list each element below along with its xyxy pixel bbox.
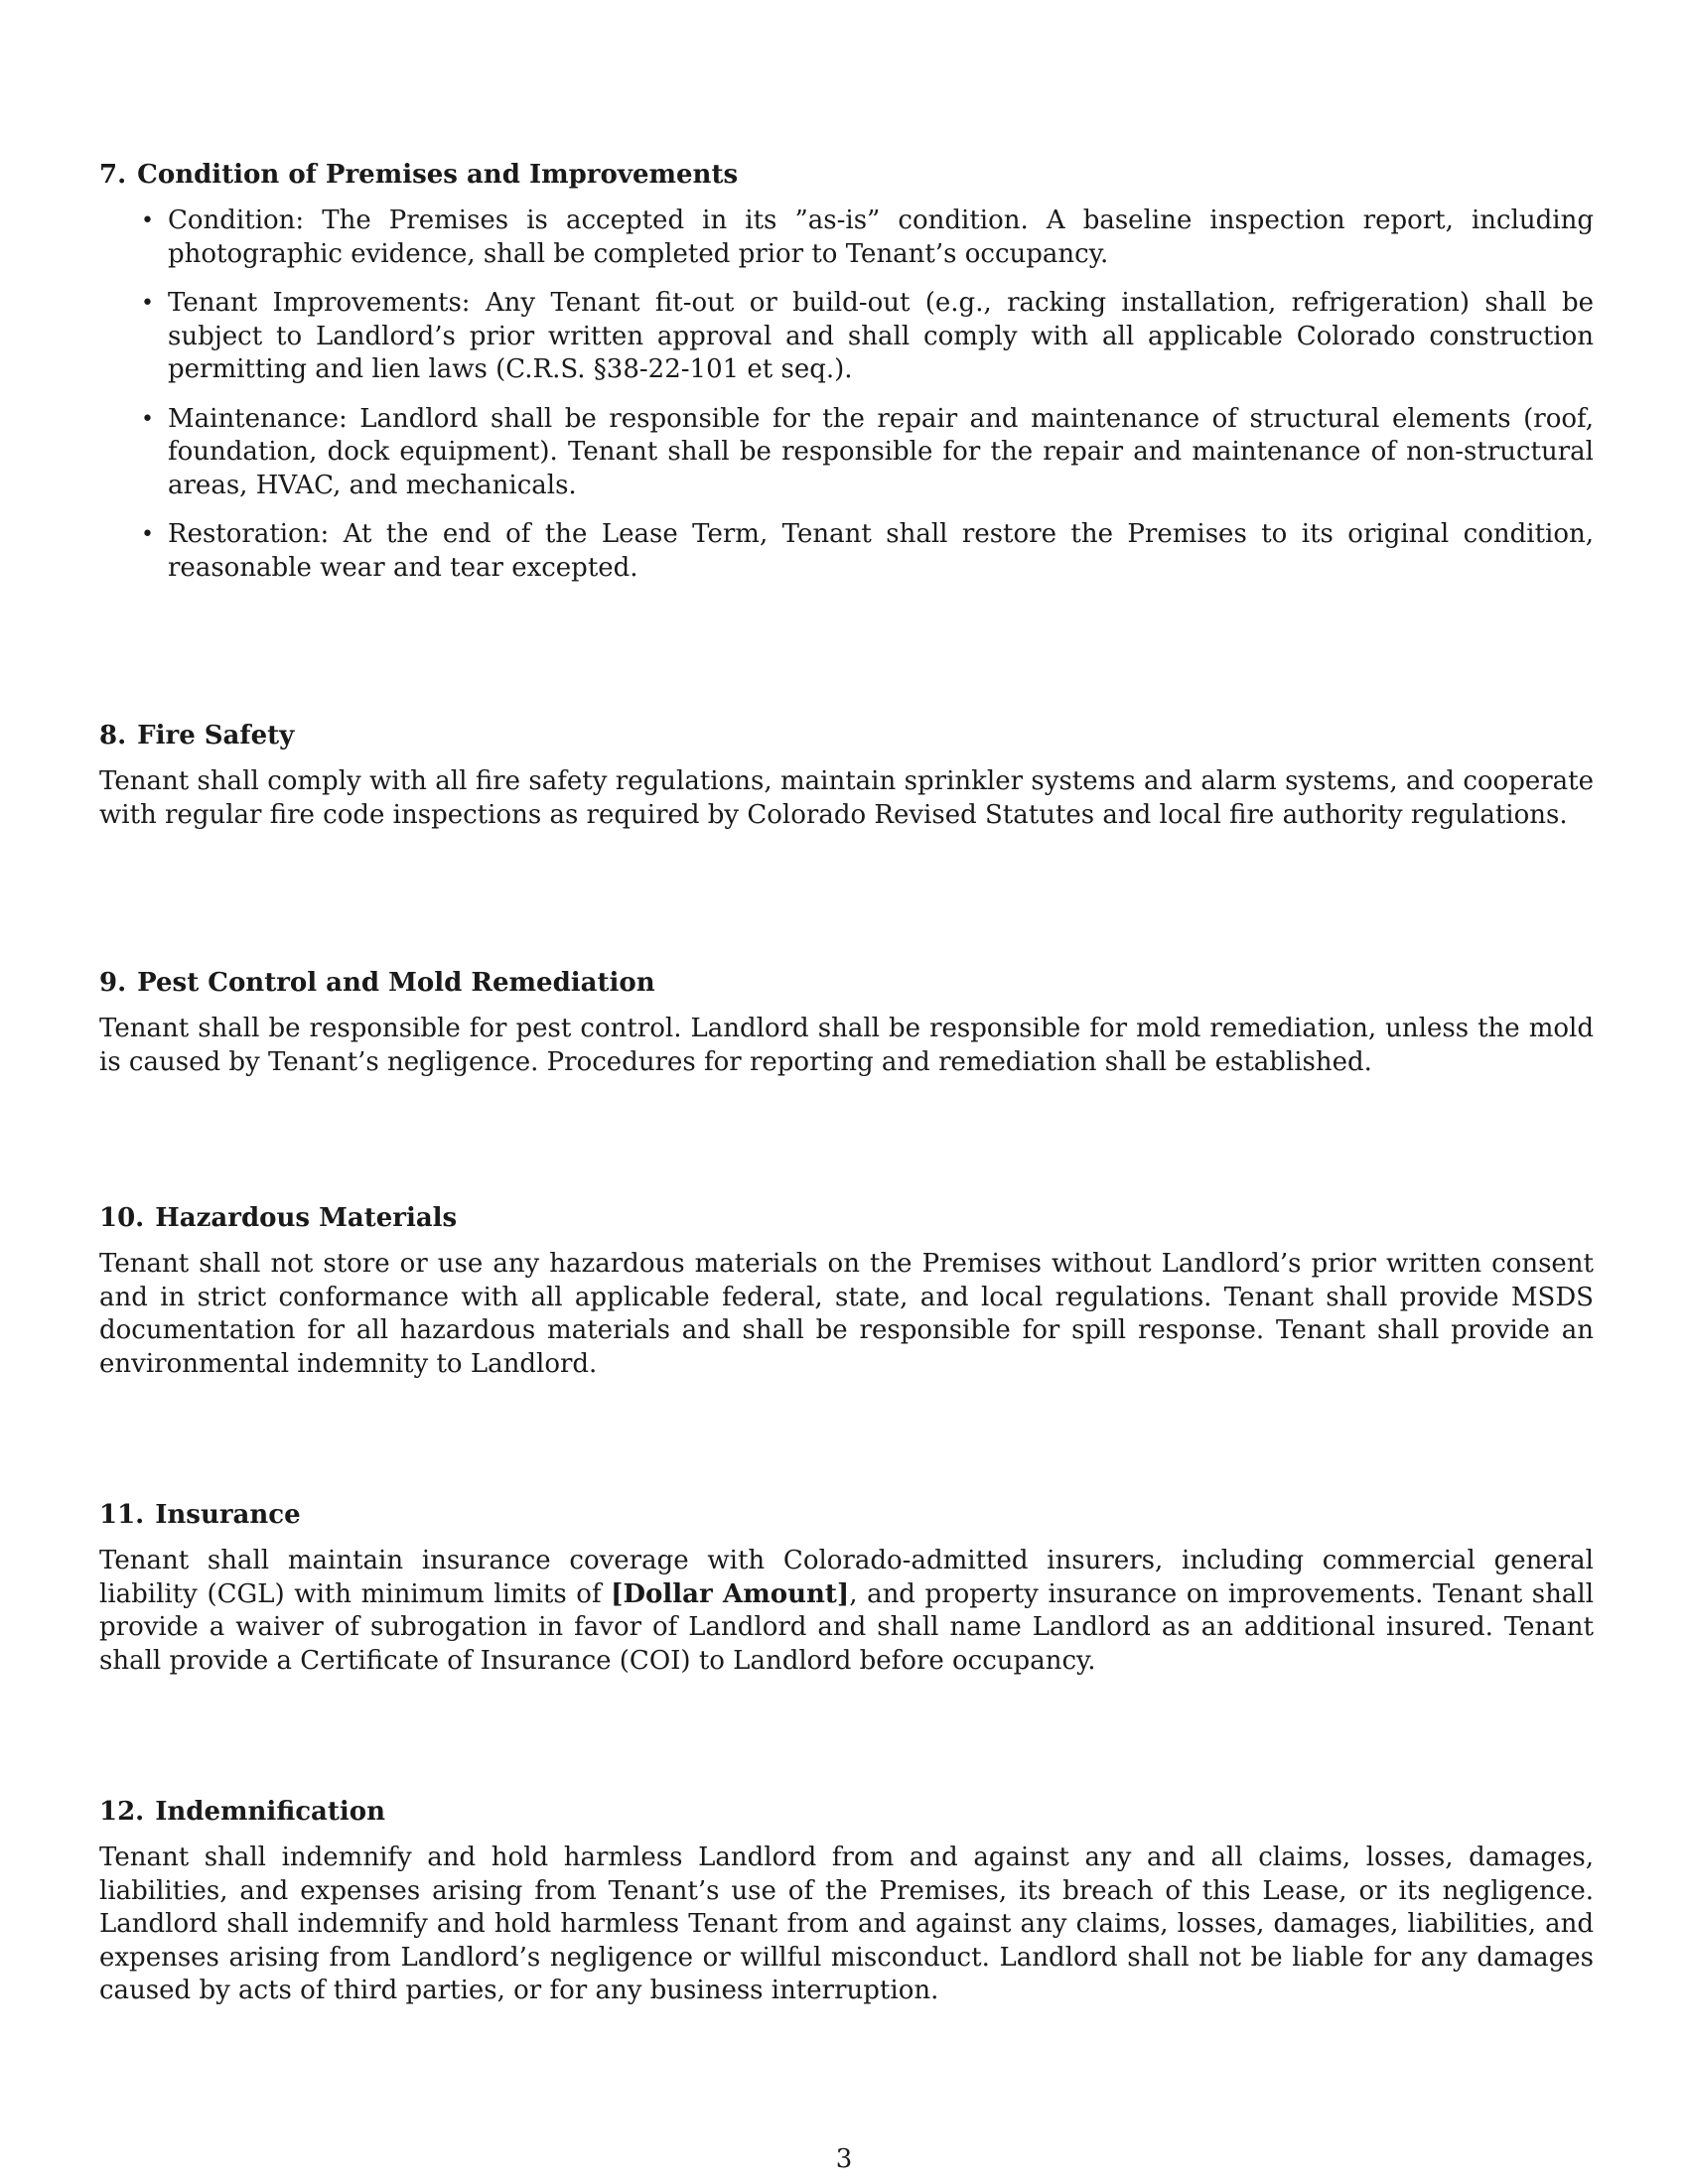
section-heading: [99, 718, 1594, 753]
section-title: Condition of Premises and Improvements: [137, 160, 739, 190]
section-12: [99, 1794, 1594, 2008]
section-number: 9.: [99, 968, 127, 998]
list-item-text: Maintenance: Landlord shall be responsible for the repair and maintenance of structural elements (roof, foundation, dock equipment). Tenant shall be responsible for the repair and maintenance of non-structural areas, HVAC, and mechanicals.: [168, 403, 1594, 500]
section-11: [99, 1497, 1594, 1678]
section-body: Tenant shall indemnify and hold harmless Landlord from and against any and all claims, losses, damages, liabilities, and expenses arising from Tenant’s use of the Premises, its breach of this Lease, or its negligence. Landlord shall indemnify and hold harmless Tenant from and against any claims, losses, damages, liabilities, and expenses arising from Landlord’s negligence or willful misconduct. Landlord shall not be liable for any damages caused by acts of third parties, or for any business interruption.: [99, 1843, 1594, 2005]
document-content: [99, 157, 1594, 2008]
list-item: [99, 287, 1594, 387]
section-title: Hazardous Materials: [155, 1203, 458, 1233]
bullet-icon: •: [141, 406, 154, 432]
bullet-icon: •: [141, 291, 154, 316]
list-item: [99, 403, 1594, 503]
list-item: [99, 205, 1594, 271]
bullet-icon: •: [141, 522, 154, 547]
bullet-list: [99, 205, 1594, 585]
section-number: 7.: [99, 160, 127, 190]
section-number: 8.: [99, 721, 127, 751]
list-item-text: Condition: The Premises is accepted in its ”as-is” condition. A baseline inspection report, including photographic evidence, shall be completed prior to Tenant’s occupancy.: [168, 205, 1594, 269]
section-title: Indemnification: [155, 1797, 386, 1827]
dollar-amount-placeholder: [Dollar Amount]: [611, 1578, 850, 1609]
section-title: Pest Control and Mold Remediation: [137, 968, 655, 998]
list-item: [99, 518, 1594, 585]
section-heading: [99, 157, 1594, 193]
section-body-text: Tenant shall maintain insurance coverage with Colorado-admitted insurers, including commercial general liability (CGL) with minimum limits of: [99, 1546, 1594, 1609]
section-8: [99, 718, 1594, 832]
section-number: 12.: [99, 1797, 145, 1827]
section-number: 11.: [99, 1500, 145, 1530]
section-7: [99, 157, 1594, 585]
section-body: Tenant shall be responsible for pest control. Landlord shall be responsible for mold remediation, unless the mold is caused by Tenant’s negligence. Procedures for reporting and remediation shall be established.: [99, 1014, 1594, 1077]
page-number: 3: [835, 2144, 853, 2174]
list-item-text: Restoration: At the end of the Lease Term, Tenant shall restore the Premises to its original condition, reasonable wear and tear excepted.: [168, 519, 1594, 583]
section-heading: [99, 965, 1594, 1001]
section-body: Tenant shall comply with all fire safety regulations, maintain sprinkler systems and alarm systems, and cooperate with regular fire code inspections as required by Colorado Revised Statutes and local fire authority regulations.: [99, 766, 1594, 830]
bullet-icon: •: [141, 208, 154, 233]
section-title: Fire Safety: [137, 721, 295, 751]
list-item-text: Tenant Improvements: Any Tenant fit-out or build-out (e.g., racking installation, refrigeration) shall be subject to Landlord’s prior written approval and shall comply with all applicable Colorado construction permitting and lien laws (C.R.S. §38-22-101 et seq.).: [168, 288, 1594, 384]
section-heading: [99, 1200, 1594, 1236]
section-body: Tenant shall not store or use any hazardous materials on the Premises without Landlord’s prior written consent and in strict conformance with all applicable federal, state, and local regulations. Tenant shall provide MSDS documentation for all hazardous materials and shall be responsible for spill response. Tenant shall provide an environmental indemnity to Landlord.: [99, 1249, 1594, 1379]
section-9: [99, 965, 1594, 1079]
section-body-text: , and property insurance on improvements. Tenant shall provide a waiver of subrogation in favor of Landlord and shall name Landlord as an additional insured. Tenant shall provide a Certificate of Insurance (COI) to Landlord before occupancy.: [99, 1578, 1595, 1676]
section-heading: [99, 1794, 1594, 1830]
section-title: Insurance: [155, 1500, 301, 1530]
section-number: 10.: [99, 1203, 145, 1233]
section-heading: [99, 1497, 1594, 1533]
section-10: [99, 1200, 1594, 1381]
section-body: [99, 1545, 1594, 1678]
